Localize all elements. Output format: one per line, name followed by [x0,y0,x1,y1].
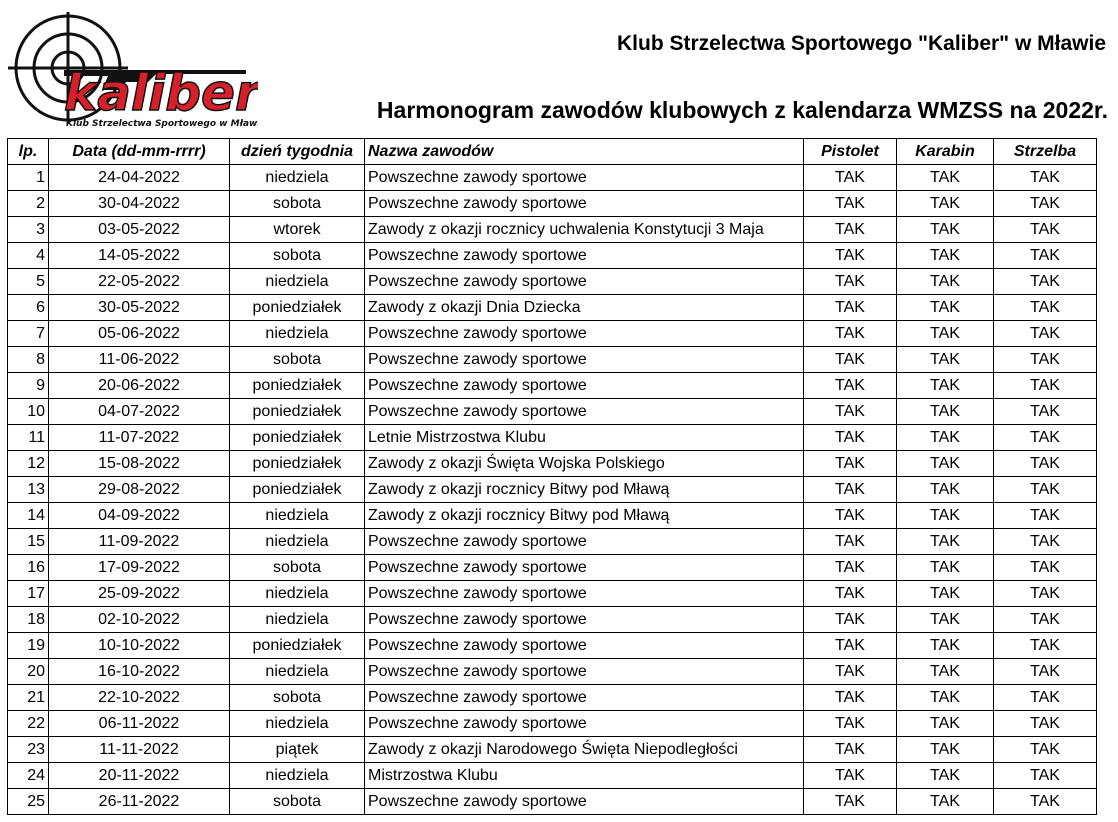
competition-name-cell: Powszechne zawody sportowe [365,321,804,347]
row-number: 8 [8,347,49,373]
competition-name-cell: Zawody z okazji rocznicy uchwalenia Konstytucji 3 Maja [365,217,804,243]
date-cell: 02-10-2022 [49,607,230,633]
column-header-weekday: dzień tygodnia [230,139,365,165]
pistol-cell: TAK [804,763,897,789]
shotgun-cell: TAK [994,399,1097,425]
rifle-cell: TAK [897,529,994,555]
shotgun-cell: TAK [994,529,1097,555]
competition-name-cell: Powszechne zawody sportowe [365,555,804,581]
table-body [8,165,1097,815]
weekday-cell: sobota [230,347,365,373]
competition-name-cell: Zawody z okazji rocznicy Bitwy pod Mławą [365,503,804,529]
rifle-cell: TAK [897,165,994,191]
table-row [8,503,1097,529]
shotgun-cell: TAK [994,425,1097,451]
weekday-cell: niedziela [230,711,365,737]
pistol-cell: TAK [804,373,897,399]
pistol-cell: TAK [804,659,897,685]
row-number: 6 [8,295,49,321]
competition-name-cell: Powszechne zawody sportowe [365,659,804,685]
rifle-cell: TAK [897,217,994,243]
row-number: 24 [8,763,49,789]
pistol-cell: TAK [804,711,897,737]
competition-name-cell: Powszechne zawody sportowe [365,191,804,217]
date-cell: 30-05-2022 [49,295,230,321]
row-number: 17 [8,581,49,607]
weekday-cell: piątek [230,737,365,763]
weekday-cell: poniedziałek [230,425,365,451]
competition-name-cell: Zawody z okazji Dnia Dziecka [365,295,804,321]
shotgun-cell: TAK [994,711,1097,737]
competition-name-cell: Powszechne zawody sportowe [365,607,804,633]
table-row [8,451,1097,477]
row-number: 13 [8,477,49,503]
date-cell: 03-05-2022 [49,217,230,243]
target-logo-graphic [6,10,258,132]
pistol-cell: TAK [804,503,897,529]
table-header-row [8,139,1097,165]
table-row [8,711,1097,737]
rifle-cell: TAK [897,243,994,269]
row-number: 25 [8,789,49,815]
weekday-cell: poniedziałek [230,451,365,477]
date-cell: 14-05-2022 [49,243,230,269]
table-row [8,295,1097,321]
shotgun-cell: TAK [994,217,1097,243]
shotgun-cell: TAK [994,503,1097,529]
table-row [8,191,1097,217]
shotgun-cell: TAK [994,451,1097,477]
table-row [8,373,1097,399]
weekday-cell: sobota [230,685,365,711]
rifle-cell: TAK [897,789,994,815]
date-cell: 06-11-2022 [49,711,230,737]
pistol-cell: TAK [804,399,897,425]
rifle-cell: TAK [897,503,994,529]
competition-name-cell: Powszechne zawody sportowe [365,789,804,815]
table-row [8,477,1097,503]
weekday-cell: poniedziałek [230,633,365,659]
shotgun-cell: TAK [994,581,1097,607]
date-cell: 11-09-2022 [49,529,230,555]
competition-name-cell: Powszechne zawody sportowe [365,685,804,711]
rifle-cell: TAK [897,321,994,347]
shotgun-cell: TAK [994,633,1097,659]
shotgun-cell: TAK [994,555,1097,581]
shotgun-cell: TAK [994,373,1097,399]
shotgun-cell: TAK [994,269,1097,295]
table-row [8,425,1097,451]
competition-name-cell: Zawody z okazji Narodowego Święta Niepodległości [365,737,804,763]
weekday-cell: niedziela [230,763,365,789]
weekday-cell: poniedziałek [230,477,365,503]
date-cell: 20-06-2022 [49,373,230,399]
table-row [8,347,1097,373]
rifle-cell: TAK [897,737,994,763]
column-header-name: Nazwa zawodów [365,139,804,165]
shotgun-cell: TAK [994,737,1097,763]
weekday-cell: niedziela [230,269,365,295]
table-row [8,763,1097,789]
rifle-cell: TAK [897,269,994,295]
date-cell: 26-11-2022 [49,789,230,815]
pistol-cell: TAK [804,789,897,815]
pistol-cell: TAK [804,295,897,321]
table-row [8,321,1097,347]
date-cell: 22-05-2022 [49,269,230,295]
shotgun-cell: TAK [994,789,1097,815]
table-row [8,269,1097,295]
pistol-cell: TAK [804,555,897,581]
row-number: 23 [8,737,49,763]
rifle-cell: TAK [897,633,994,659]
shotgun-cell: TAK [994,763,1097,789]
date-cell: 11-06-2022 [49,347,230,373]
date-cell: 30-04-2022 [49,191,230,217]
rifle-cell: TAK [897,373,994,399]
row-number: 18 [8,607,49,633]
shotgun-cell: TAK [994,607,1097,633]
pistol-cell: TAK [804,191,897,217]
table-row [8,555,1097,581]
competition-name-cell: Zawody z okazji Święta Wojska Polskiego [365,451,804,477]
weekday-cell: niedziela [230,607,365,633]
pistol-cell: TAK [804,451,897,477]
table-row [8,685,1097,711]
logo-subtitle: Klub Strzelectwa Sportowego w Mławie [66,119,258,129]
pistol-cell: TAK [804,243,897,269]
pistol-cell: TAK [804,685,897,711]
pistol-cell: TAK [804,633,897,659]
date-cell: 22-10-2022 [49,685,230,711]
weekday-cell: poniedziałek [230,295,365,321]
weekday-cell: niedziela [230,581,365,607]
shotgun-cell: TAK [994,347,1097,373]
weekday-cell: niedziela [230,659,365,685]
pistol-cell: TAK [804,477,897,503]
competition-name-cell: Powszechne zawody sportowe [365,711,804,737]
shotgun-cell: TAK [994,295,1097,321]
competition-schedule-table [7,138,1097,815]
date-cell: 20-11-2022 [49,763,230,789]
weekday-cell: poniedziałek [230,399,365,425]
date-cell: 11-07-2022 [49,425,230,451]
weekday-cell: niedziela [230,529,365,555]
rifle-cell: TAK [897,711,994,737]
date-cell: 11-11-2022 [49,737,230,763]
rifle-cell: TAK [897,191,994,217]
row-number: 4 [8,243,49,269]
shotgun-cell: TAK [994,685,1097,711]
competition-name-cell: Powszechne zawody sportowe [365,347,804,373]
table-row [8,165,1097,191]
competition-name-cell: Powszechne zawody sportowe [365,633,804,659]
table-row [8,581,1097,607]
date-cell: 24-04-2022 [49,165,230,191]
column-header-rifle: Karabin [897,139,994,165]
row-number: 15 [8,529,49,555]
rifle-cell: TAK [897,581,994,607]
competition-name-cell: Powszechne zawody sportowe [365,373,804,399]
date-cell: 15-08-2022 [49,451,230,477]
document-title: Harmonogram zawodów klubowych z kalendarza WMZSS na 2022r. [376,97,1108,123]
row-number: 9 [8,373,49,399]
rifle-cell: TAK [897,477,994,503]
column-header-shotgun: Strzelba [994,139,1097,165]
pistol-cell: TAK [804,217,897,243]
weekday-cell: niedziela [230,165,365,191]
shotgun-cell: TAK [994,165,1097,191]
pistol-cell: TAK [804,581,897,607]
pistol-cell: TAK [804,737,897,763]
date-cell: 05-06-2022 [49,321,230,347]
row-number: 7 [8,321,49,347]
pistol-cell: TAK [804,607,897,633]
row-number: 10 [8,399,49,425]
weekday-cell: poniedziałek [230,373,365,399]
row-number: 1 [8,165,49,191]
date-cell: 16-10-2022 [49,659,230,685]
shotgun-cell: TAK [994,321,1097,347]
pistol-cell: TAK [804,425,897,451]
table-row [8,243,1097,269]
table-row [8,529,1097,555]
column-header-lp: lp. [8,139,49,165]
rifle-cell: TAK [897,607,994,633]
table-row [8,607,1097,633]
date-cell: 04-07-2022 [49,399,230,425]
table-row [8,659,1097,685]
table-row [8,217,1097,243]
row-number: 16 [8,555,49,581]
row-number: 20 [8,659,49,685]
rifle-cell: TAK [897,685,994,711]
row-number: 11 [8,425,49,451]
weekday-cell: niedziela [230,321,365,347]
pistol-cell: TAK [804,529,897,555]
date-cell: 29-08-2022 [49,477,230,503]
shotgun-cell: TAK [994,191,1097,217]
rifle-cell: TAK [897,425,994,451]
rifle-cell: TAK [897,451,994,477]
competition-name-cell: Powszechne zawody sportowe [365,243,804,269]
row-number: 22 [8,711,49,737]
date-cell: 17-09-2022 [49,555,230,581]
column-header-pistol: Pistolet [804,139,897,165]
competition-name-cell: Zawody z okazji rocznicy Bitwy pod Mławą [365,477,804,503]
date-cell: 04-09-2022 [49,503,230,529]
rifle-cell: TAK [897,555,994,581]
competition-name-cell: Powszechne zawody sportowe [365,269,804,295]
club-logo [6,10,258,132]
pistol-cell: TAK [804,269,897,295]
pistol-cell: TAK [804,321,897,347]
rifle-cell: TAK [897,763,994,789]
row-number: 5 [8,269,49,295]
row-number: 14 [8,503,49,529]
competition-name-cell: Powszechne zawody sportowe [365,581,804,607]
logo-wordmark: kaliber [64,64,258,122]
weekday-cell: niedziela [230,503,365,529]
competition-name-cell: Powszechne zawody sportowe [365,165,804,191]
table-row [8,737,1097,763]
pistol-cell: TAK [804,165,897,191]
competition-name-cell: Powszechne zawody sportowe [365,399,804,425]
rifle-cell: TAK [897,347,994,373]
shotgun-cell: TAK [994,477,1097,503]
competition-name-cell: Letnie Mistrzostwa Klubu [365,425,804,451]
date-cell: 10-10-2022 [49,633,230,659]
rifle-cell: TAK [897,399,994,425]
rifle-cell: TAK [897,295,994,321]
club-title: Klub Strzelectwa Sportowego "Kaliber" w Mławie [617,32,1106,55]
competition-name-cell: Mistrzostwa Klubu [365,763,804,789]
row-number: 21 [8,685,49,711]
weekday-cell: sobota [230,555,365,581]
weekday-cell: sobota [230,243,365,269]
shotgun-cell: TAK [994,659,1097,685]
date-cell: 25-09-2022 [49,581,230,607]
table-row [8,399,1097,425]
table-row [8,633,1097,659]
weekday-cell: sobota [230,789,365,815]
pistol-cell: TAK [804,347,897,373]
column-header-date: Data (dd-mm-rrrr) [49,139,230,165]
shotgun-cell: TAK [994,243,1097,269]
row-number: 3 [8,217,49,243]
row-number: 2 [8,191,49,217]
row-number: 19 [8,633,49,659]
competition-name-cell: Powszechne zawody sportowe [365,529,804,555]
table-row [8,789,1097,815]
rifle-cell: TAK [897,659,994,685]
row-number: 12 [8,451,49,477]
weekday-cell: sobota [230,191,365,217]
weekday-cell: wtorek [230,217,365,243]
